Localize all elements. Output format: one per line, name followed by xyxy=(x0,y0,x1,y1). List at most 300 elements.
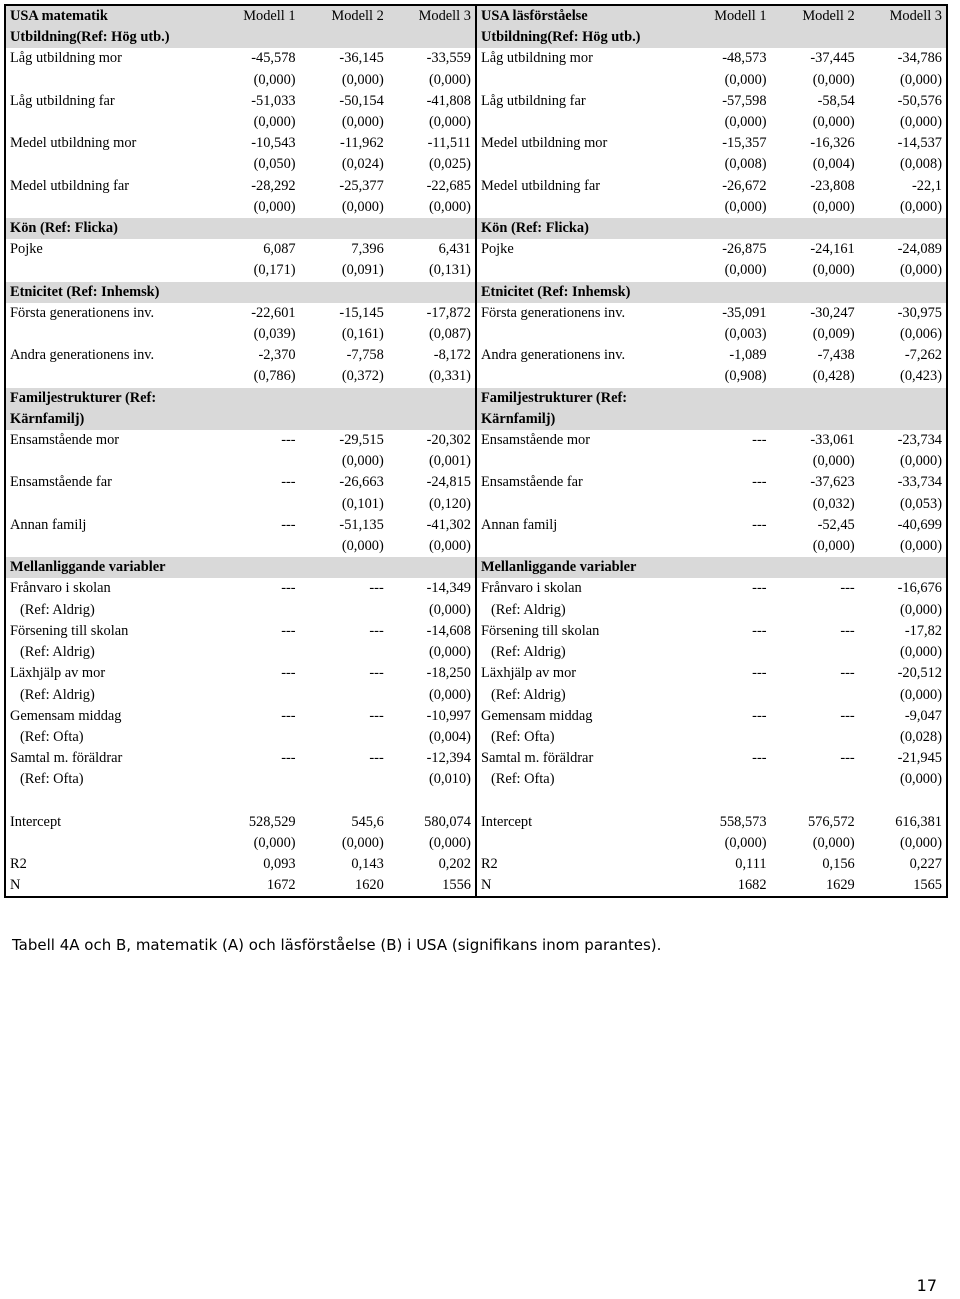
table-row xyxy=(5,706,947,727)
table-row xyxy=(5,366,947,387)
math-model-3-cell: (0,087) xyxy=(388,324,476,345)
reading-model-1-cell: --- xyxy=(752,665,767,682)
math-model-3-cell: -17,872 xyxy=(388,303,476,324)
reading-model-3-cell: 616,381 xyxy=(895,813,942,830)
reading-model-3-cell: -30,975 xyxy=(897,304,942,321)
math-model-2-cell: (0,000) xyxy=(341,198,384,215)
math-model-2-cell: -51,135 xyxy=(339,516,384,533)
math-model-3-cell: (0,331) xyxy=(388,366,476,387)
math-model-1-cell xyxy=(229,685,299,706)
math-model-1-cell: -10,543 xyxy=(251,135,296,152)
math-model-2-cell: (0,372) xyxy=(341,368,384,385)
reading-row-label: Medel utbildning far xyxy=(480,177,601,194)
table-row xyxy=(5,239,947,260)
reading-row-label: Pojke xyxy=(480,241,514,258)
reading-section-label: Etnicitet (Ref: Inhemsk) xyxy=(476,282,947,303)
reading-model-3-cell: (0,000) xyxy=(900,601,942,618)
math-model-1-cell: 6,087 xyxy=(263,241,296,258)
reading-row-label xyxy=(476,494,700,515)
math-model-3-cell: -14,349 xyxy=(388,578,476,599)
math-model-2-cell xyxy=(300,727,388,748)
math-model-1-cell: 528,529 xyxy=(248,813,296,830)
math-model-1-header: Modell 1 xyxy=(229,5,299,48)
math-model-2-cell: (0,000) xyxy=(341,114,384,131)
reading-model-1-cell: 1682 xyxy=(737,877,767,894)
math-model-3-cell: (0,025) xyxy=(388,154,476,175)
math-row-label xyxy=(5,260,229,281)
reading-row-label: Medel utbildning mor xyxy=(480,135,608,152)
reading-model-3-cell: 1565 xyxy=(913,877,942,894)
reading-model-1-cell xyxy=(700,769,770,790)
reading-model-2-header: Modell 2 xyxy=(771,5,859,48)
reading-model-3-cell: (0,006) xyxy=(900,326,942,343)
math-model-3-cell: 0,202 xyxy=(388,854,476,875)
math-model-3-cell: (0,000) xyxy=(388,112,476,133)
math-model-1-cell: -51,033 xyxy=(251,92,296,109)
math-model-3-cell: -11,511 xyxy=(388,133,476,154)
reading-model-2-cell: 0,156 xyxy=(822,855,855,872)
reading-model-2-cell: 576,572 xyxy=(807,813,855,830)
math-row-label xyxy=(5,197,229,218)
reading-model-1-cell: --- xyxy=(752,707,767,724)
math-model-3-cell: (0,010) xyxy=(388,769,476,790)
section-header-row xyxy=(5,388,947,430)
reading-model-3-cell: (0,000) xyxy=(900,834,942,851)
reading-model-1-cell: --- xyxy=(752,474,767,491)
math-row-label: (Ref: Ofta) xyxy=(20,728,84,745)
math-model-2-cell: 0,143 xyxy=(351,855,384,872)
reading-model-3-cell: -22,1 xyxy=(912,177,942,194)
math-model-1-cell: --- xyxy=(281,707,296,724)
math-model-2-cell: --- xyxy=(369,707,384,724)
reading-model-2-cell: -52,45 xyxy=(817,516,855,533)
math-row-label xyxy=(5,324,229,345)
math-model-1-cell: -45,578 xyxy=(251,50,296,67)
reading-row-label: (Ref: Aldrig) xyxy=(490,686,566,703)
reading-model-2-cell: -58,54 xyxy=(817,92,855,109)
math-model-2-cell: -26,663 xyxy=(339,474,384,491)
reading-model-2-cell: --- xyxy=(840,665,855,682)
math-model-1-cell xyxy=(229,642,299,663)
math-row-label xyxy=(5,536,229,557)
reading-model-3-cell: (0,000) xyxy=(900,114,942,131)
reading-model-3-cell: (0,000) xyxy=(900,262,942,279)
math-model-2-cell: -25,377 xyxy=(339,177,384,194)
reading-model-1-cell: (0,000) xyxy=(724,198,767,215)
reading-model-2-cell: --- xyxy=(840,580,855,597)
math-model-2-cell xyxy=(300,642,388,663)
reading-model-2-cell: (0,004) xyxy=(812,156,855,173)
table-row xyxy=(5,621,947,642)
reading-model-3-cell: -50,576 xyxy=(897,92,942,109)
math-model-1-cell: --- xyxy=(281,516,296,533)
reading-model-1-cell: --- xyxy=(752,750,767,767)
table-row xyxy=(5,48,947,69)
table-row xyxy=(5,748,947,769)
table-row xyxy=(5,345,947,366)
math-row-label: (Ref: Ofta) xyxy=(20,771,84,788)
reading-model-2-cell xyxy=(771,685,859,706)
math-model-3-cell: (0,000) xyxy=(388,70,476,91)
reading-model-1-cell: (0,000) xyxy=(724,834,767,851)
math-model-2-cell: --- xyxy=(369,580,384,597)
table-row xyxy=(5,515,947,536)
reading-model-1-cell: 558,573 xyxy=(719,813,767,830)
math-model-1-cell: (0,171) xyxy=(253,262,296,279)
reading-row-label xyxy=(476,70,700,91)
reading-model-2-cell: -16,326 xyxy=(810,135,855,152)
math-model-2-cell: 545,6 xyxy=(351,813,384,830)
math-model-1-cell: (0,000) xyxy=(253,198,296,215)
reading-row-label: Försening till skolan xyxy=(480,622,600,639)
math-model-2-cell: -29,515 xyxy=(339,432,384,449)
table-row xyxy=(5,494,947,515)
math-model-1-cell: --- xyxy=(281,580,296,597)
math-model-2-cell: -15,145 xyxy=(339,304,384,321)
table-row xyxy=(5,430,947,451)
reading-model-1-cell: (0,000) xyxy=(724,71,767,88)
math-model-1-cell xyxy=(229,536,299,557)
reading-model-3-cell: (0,053) xyxy=(900,495,942,512)
math-model-2-cell: (0,101) xyxy=(341,495,384,512)
math-model-3-cell: (0,120) xyxy=(388,494,476,515)
math-model-3-header: Modell 3 xyxy=(388,5,476,48)
table-row xyxy=(5,727,947,748)
reading-model-3-cell: 0,227 xyxy=(909,855,942,872)
math-model-3-cell: -24,815 xyxy=(388,472,476,493)
reading-model-2-cell xyxy=(771,769,859,790)
math-row-label: Gemensam middag xyxy=(10,707,122,724)
reading-section-label: Familjestrukturer (Ref: Kärnfamilj) xyxy=(476,388,947,430)
math-section-label: Kön (Ref: Flicka) xyxy=(5,218,476,239)
table-header-row xyxy=(5,5,947,48)
table-body xyxy=(5,48,947,897)
reading-model-2-cell: (0,000) xyxy=(812,198,855,215)
math-model-3-cell: (0,000) xyxy=(388,600,476,621)
math-model-2-cell: -11,962 xyxy=(339,135,384,152)
math-row-label xyxy=(5,112,229,133)
reading-model-3-cell: (0,000) xyxy=(900,538,942,555)
reading-row-label: (Ref: Ofta) xyxy=(490,771,555,788)
reading-row-label xyxy=(476,536,700,557)
reading-model-2-cell xyxy=(771,727,859,748)
table-row xyxy=(5,260,947,281)
reading-model-3-cell: (0,423) xyxy=(900,368,942,385)
reading-model-1-cell: --- xyxy=(752,516,767,533)
table-row xyxy=(5,769,947,790)
reading-model-1-cell: --- xyxy=(752,432,767,449)
reading-model-2-cell: (0,000) xyxy=(812,453,855,470)
table-row xyxy=(5,536,947,557)
math-model-1-cell: 0,093 xyxy=(263,855,296,872)
reading-model-3-cell: -17,82 xyxy=(904,622,942,639)
math-model-1-cell: -28,292 xyxy=(251,177,296,194)
reading-model-2-cell: -24,161 xyxy=(810,241,855,258)
table-row xyxy=(5,112,947,133)
reading-row-label: (Ref: Aldrig) xyxy=(490,601,566,618)
reading-model-3-cell: (0,000) xyxy=(900,71,942,88)
reading-row-label: Frånvaro i skolan xyxy=(480,580,582,597)
math-model-3-cell: 580,074 xyxy=(388,812,476,833)
section-header-row xyxy=(5,557,947,578)
math-model-1-cell: --- xyxy=(281,622,296,639)
math-row-label: Försening till skolan xyxy=(10,622,129,639)
reading-row-label: Läxhjälp av mor xyxy=(480,665,577,682)
math-model-1-cell: -2,370 xyxy=(258,347,296,364)
math-model-3-cell: 1556 xyxy=(388,875,476,897)
table-row xyxy=(5,154,947,175)
reading-row-label xyxy=(476,260,700,281)
math-section-label: Familjestrukturer (Ref: Kärnfamilj) xyxy=(5,388,476,430)
reading-row-label xyxy=(476,197,700,218)
reading-row-label: Låg utbildning mor xyxy=(480,50,593,67)
math-row-label: Intercept xyxy=(10,813,62,830)
reading-model-2-cell: --- xyxy=(840,707,855,724)
math-row-label: R2 xyxy=(10,855,27,872)
table-row xyxy=(5,578,947,599)
math-row-label: Ensamstående mor xyxy=(10,432,120,449)
reading-model-2-cell: (0,000) xyxy=(812,114,855,131)
math-model-3-cell: 6,431 xyxy=(388,239,476,260)
reading-model-1-cell: -26,875 xyxy=(722,241,767,258)
reading-row-label: Låg utbildning far xyxy=(480,92,586,109)
math-model-3-cell: -22,685 xyxy=(388,176,476,197)
math-model-1-cell: (0,000) xyxy=(253,114,296,131)
reading-model-3-cell: -40,699 xyxy=(897,516,942,533)
math-model-3-cell: -12,394 xyxy=(388,748,476,769)
math-model-2-header: Modell 2 xyxy=(300,5,388,48)
table-row xyxy=(5,812,947,833)
math-model-1-cell: (0,050) xyxy=(253,156,296,173)
reading-model-3-cell: -7,262 xyxy=(904,347,942,364)
reading-model-3-cell: -34,786 xyxy=(897,50,942,67)
reading-model-3-cell: -20,512 xyxy=(897,665,942,682)
reading-table-title: USA läsförståelse Utbildning(Ref: Hög utb.) xyxy=(476,5,700,48)
reading-row-label xyxy=(476,833,700,854)
reading-model-3-cell: -33,734 xyxy=(897,474,942,491)
reading-row-label: R2 xyxy=(480,855,498,872)
math-section-label: Mellanliggande variabler xyxy=(5,557,476,578)
math-model-3-cell: (0,000) xyxy=(388,536,476,557)
reading-model-2-cell: (0,000) xyxy=(812,262,855,279)
reading-model-2-cell: (0,000) xyxy=(812,538,855,555)
table-caption: Tabell 4A och B, matematik (A) och läsförståelse (B) i USA (signifikans inom parantes). xyxy=(12,936,662,954)
math-row-label xyxy=(5,70,229,91)
reading-model-3-cell: -9,047 xyxy=(904,707,942,724)
reading-model-2-cell: -37,623 xyxy=(810,474,855,491)
reading-model-1-header: Modell 1 xyxy=(700,5,770,48)
math-row-label: Ensamstående far xyxy=(10,474,112,491)
math-row-label: Samtal m. föräldrar xyxy=(10,750,123,767)
math-model-1-cell: -22,601 xyxy=(251,304,296,321)
math-model-1-cell: --- xyxy=(281,432,296,449)
reading-model-2-cell: (0,032) xyxy=(812,495,855,512)
math-model-1-cell: 1672 xyxy=(266,877,296,894)
reading-model-1-cell xyxy=(700,600,770,621)
table-row xyxy=(5,197,947,218)
math-model-3-cell: -18,250 xyxy=(388,663,476,684)
table-row xyxy=(5,303,947,324)
table-row xyxy=(5,854,947,875)
reading-model-3-cell: (0,000) xyxy=(900,771,942,788)
reading-model-2-cell: --- xyxy=(840,750,855,767)
reading-model-3-cell: -24,089 xyxy=(897,241,942,258)
reading-model-1-cell xyxy=(700,451,770,472)
reading-model-2-cell: -30,247 xyxy=(810,304,855,321)
reading-model-1-cell: (0,008) xyxy=(724,156,767,173)
reading-model-2-cell: (0,009) xyxy=(812,326,855,343)
math-model-2-cell xyxy=(300,685,388,706)
reading-model-2-cell: -37,445 xyxy=(810,50,855,67)
math-row-label: Medel utbildning far xyxy=(10,177,130,194)
reading-model-3-cell: (0,028) xyxy=(900,728,942,745)
math-model-1-cell xyxy=(229,727,299,748)
reading-model-3-cell: (0,000) xyxy=(900,198,942,215)
math-model-3-cell: -10,997 xyxy=(388,706,476,727)
table-row xyxy=(5,685,947,706)
reading-model-3-cell: (0,000) xyxy=(900,453,942,470)
reading-model-2-cell: (0,428) xyxy=(812,368,855,385)
reading-model-2-cell: -23,808 xyxy=(810,177,855,194)
math-model-2-cell: -7,758 xyxy=(346,347,384,364)
math-row-label: Låg utbildning mor xyxy=(10,50,122,67)
reading-model-1-cell xyxy=(700,685,770,706)
math-model-2-cell: (0,000) xyxy=(341,834,384,851)
table-row xyxy=(5,91,947,112)
reading-model-3-header: Modell 3 xyxy=(859,5,947,48)
reading-model-1-cell: -1,089 xyxy=(729,347,767,364)
math-model-1-cell: (0,000) xyxy=(253,834,296,851)
reading-model-1-cell xyxy=(700,536,770,557)
reading-row-label: Ensamstående mor xyxy=(480,432,591,449)
table-row xyxy=(5,451,947,472)
table-row xyxy=(5,70,947,91)
reading-model-3-cell: (0,008) xyxy=(900,156,942,173)
math-row-label: Frånvaro i skolan xyxy=(10,580,111,597)
math-model-1-cell: (0,786) xyxy=(253,368,296,385)
math-row-label: (Ref: Aldrig) xyxy=(20,601,95,618)
reading-model-1-cell xyxy=(700,642,770,663)
reading-model-2-cell: 1629 xyxy=(825,877,855,894)
math-row-label xyxy=(5,366,229,387)
reading-row-label: Första generationens inv. xyxy=(480,304,626,321)
math-row-label: Första generationens inv. xyxy=(10,304,155,321)
section-header-row xyxy=(5,282,947,303)
math-model-2-cell: (0,000) xyxy=(341,71,384,88)
math-model-2-cell: (0,091) xyxy=(341,262,384,279)
reading-model-3-cell: (0,000) xyxy=(900,686,942,703)
table-row xyxy=(5,600,947,621)
math-section-label: Etnicitet (Ref: Inhemsk) xyxy=(5,282,476,303)
reading-row-label: N xyxy=(480,877,492,894)
reading-model-1-cell: 0,111 xyxy=(735,855,767,872)
table-row xyxy=(5,472,947,493)
table-row xyxy=(5,663,947,684)
page-number: 17 xyxy=(916,1276,937,1295)
math-model-2-cell xyxy=(300,769,388,790)
reading-row-label: (Ref: Aldrig) xyxy=(490,644,566,661)
reading-model-3-cell: (0,000) xyxy=(900,644,942,661)
math-row-label: Pojke xyxy=(10,241,43,258)
math-model-3-cell: (0,000) xyxy=(388,685,476,706)
math-model-1-cell xyxy=(229,451,299,472)
math-table-title: USA matematik Utbildning(Ref: Hög utb.) xyxy=(5,5,229,48)
math-model-2-cell: (0,161) xyxy=(341,326,384,343)
math-row-label: Låg utbildning far xyxy=(10,92,115,109)
reading-model-1-cell: -35,091 xyxy=(722,304,767,321)
math-model-3-cell: (0,000) xyxy=(388,642,476,663)
math-row-label: Annan familj xyxy=(10,516,87,533)
reading-model-1-cell: (0,000) xyxy=(724,262,767,279)
reading-model-2-cell: --- xyxy=(840,622,855,639)
reading-row-label: Intercept xyxy=(480,813,533,830)
reading-model-3-cell: -16,676 xyxy=(897,580,942,597)
math-model-2-cell: --- xyxy=(369,750,384,767)
math-model-2-cell: -36,145 xyxy=(339,50,384,67)
math-model-2-cell: 7,396 xyxy=(351,241,384,258)
math-row-label: Medel utbildning mor xyxy=(10,135,137,152)
reading-model-1-cell: (0,003) xyxy=(724,326,767,343)
reading-row-label xyxy=(476,451,700,472)
section-header-row xyxy=(5,218,947,239)
reading-model-3-cell: -21,945 xyxy=(897,750,942,767)
math-model-3-cell: -33,559 xyxy=(388,48,476,69)
reading-model-1-cell: --- xyxy=(752,622,767,639)
math-row-label: (Ref: Aldrig) xyxy=(20,686,95,703)
reading-row-label xyxy=(476,112,700,133)
reading-model-1-cell xyxy=(700,727,770,748)
table-row xyxy=(5,324,947,345)
reading-model-2-cell xyxy=(771,600,859,621)
reading-row-label xyxy=(476,154,700,175)
math-row-label: (Ref: Aldrig) xyxy=(20,644,95,661)
math-model-2-cell: -50,154 xyxy=(339,92,384,109)
reading-model-1-cell: -15,357 xyxy=(722,135,767,152)
math-model-1-cell: --- xyxy=(281,474,296,491)
reading-model-2-cell: -33,061 xyxy=(810,432,855,449)
math-row-label: Andra generationens inv. xyxy=(10,347,155,364)
math-row-label xyxy=(5,451,229,472)
reading-model-3-cell: -23,734 xyxy=(897,432,942,449)
math-model-3-cell: (0,001) xyxy=(388,451,476,472)
table-row xyxy=(5,133,947,154)
regression-table xyxy=(4,4,948,898)
math-model-1-cell: --- xyxy=(281,750,296,767)
math-model-2-cell: (0,000) xyxy=(341,453,384,470)
math-model-1-cell xyxy=(229,600,299,621)
reading-model-1-cell xyxy=(700,494,770,515)
math-model-2-cell: 1620 xyxy=(355,877,384,894)
math-model-2-cell: (0,000) xyxy=(341,538,384,555)
reading-row-label: Ensamstående far xyxy=(480,474,583,491)
reading-model-1-cell: -26,672 xyxy=(722,177,767,194)
math-model-2-cell: (0,024) xyxy=(341,156,384,173)
math-model-2-cell: --- xyxy=(369,665,384,682)
reading-model-1-cell: -57,598 xyxy=(722,92,767,109)
math-row-label xyxy=(5,494,229,515)
reading-row-label: Annan familj xyxy=(480,516,558,533)
reading-model-2-cell xyxy=(771,642,859,663)
table-row xyxy=(5,176,947,197)
reading-model-2-cell: -7,438 xyxy=(817,347,855,364)
math-model-3-cell: (0,000) xyxy=(388,833,476,854)
math-model-1-cell: --- xyxy=(281,665,296,682)
math-model-3-cell: (0,131) xyxy=(388,260,476,281)
math-model-1-cell xyxy=(229,769,299,790)
reading-model-1-cell: -48,573 xyxy=(722,50,767,67)
math-model-1-cell xyxy=(229,494,299,515)
reading-model-2-cell: (0,000) xyxy=(812,71,855,88)
